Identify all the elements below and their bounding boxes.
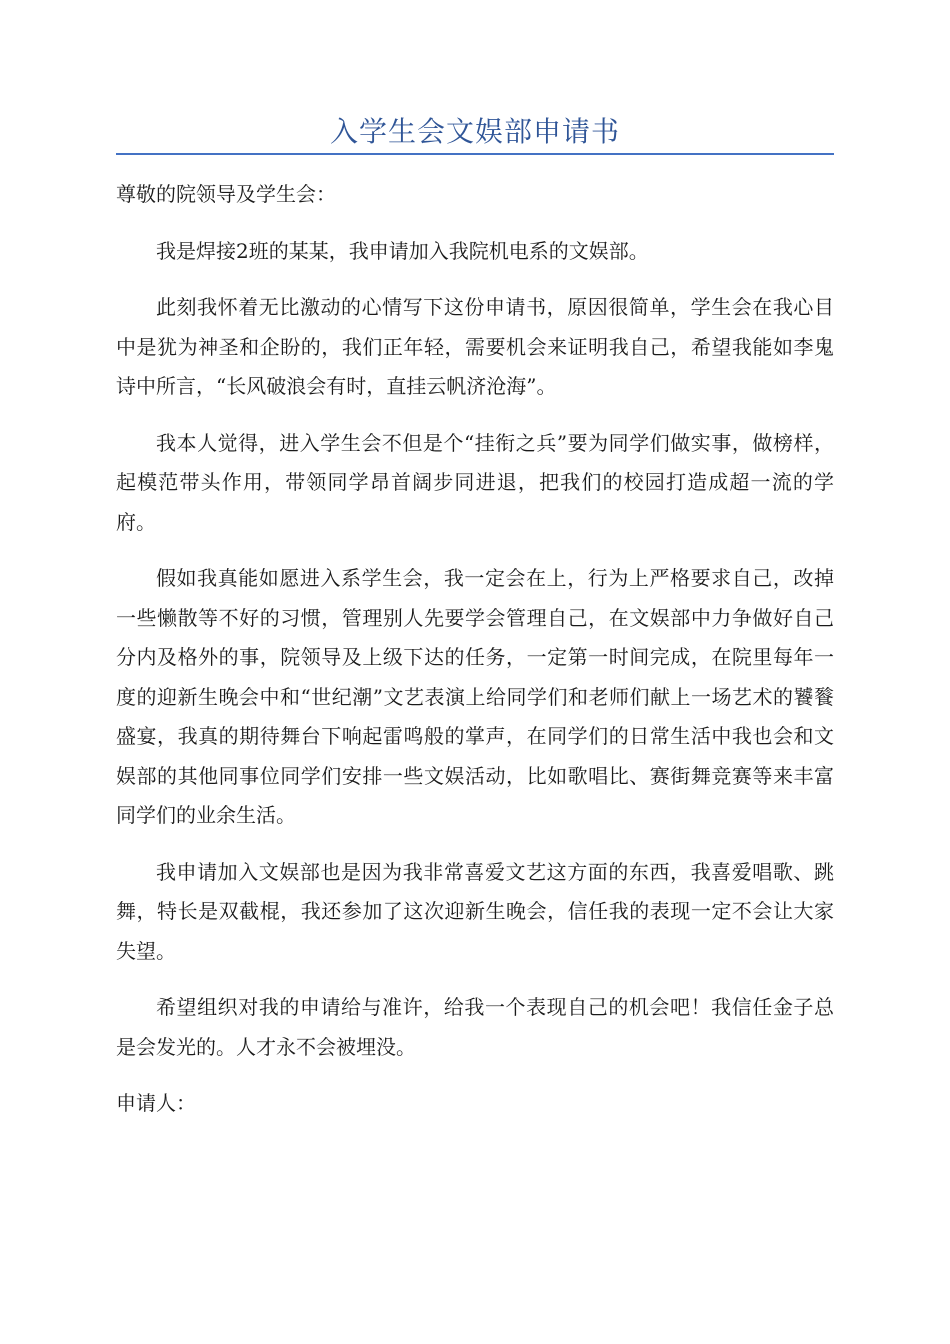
- paragraph-1: 我是焊接2班的某某，我申请加入我院机电系的文娱部。: [156, 238, 649, 263]
- document-title: 入学生会文娱部申请书: [329, 115, 620, 148]
- paragraph-5: 我申请加入文娱部也是因为我非常喜爱文艺这方面的东西，我喜爱唱歌、跳舞，特长是双截棍，我还参加了这次迎新生晚会，信任我的表现一定不会让大家失望。: [116, 859, 834, 963]
- paragraph-3: 我本人觉得，进入学生会不但是个“挂衔之兵”要为同学们做实事，做榜样，起模范带头作用，带领同学昂首阔步同进退，把我们的校园打造成超一流的学府。: [116, 430, 834, 534]
- paragraph-6: 希望组织对我的申请给与准许，给我一个表现自己的机会吧！我信任金子总是会发光的。人才永不会被埋没。: [116, 995, 834, 1059]
- salutation: 尊敬的院领导及学生会：: [116, 182, 336, 206]
- document-body: [116, 175, 834, 1141]
- paragraph-2: 此刻我怀着无比激动的心情写下这份申请书，原因很简单，学生会在我心目中是犹为神圣和企盼的，我们正年轻，需要机会来证明我自己，希望我能如李鬼诗中所言，“长风破浪会有时，直挂云帆济沧海”。: [116, 295, 834, 398]
- signature-line: 申请人：: [116, 1091, 196, 1115]
- title-underline: [116, 153, 834, 155]
- paragraph-4: 假如我真能如愿进入系学生会，我一定会在上，行为上严格要求自己，改掉一些懒散等不好的习惯，管理别人先要学会管理自己，在文娱部中力争做好自己分内及格外的事，院领导及上级下达的任务，一定第一时间完成，在院里每年一度的迎新生晚会中和“世纪潮”文艺表演上给同学们和老师们献上一场艺术的饕餮盛宴，我真的期待舞台下响起雷鸣般的掌声，在同学们的日常生活中我也会和文娱部的其他同事位同学们安排一些文娱活动，比如歌唱比、赛街舞竞赛等来丰富同学们的业余生活。: [116, 566, 834, 827]
